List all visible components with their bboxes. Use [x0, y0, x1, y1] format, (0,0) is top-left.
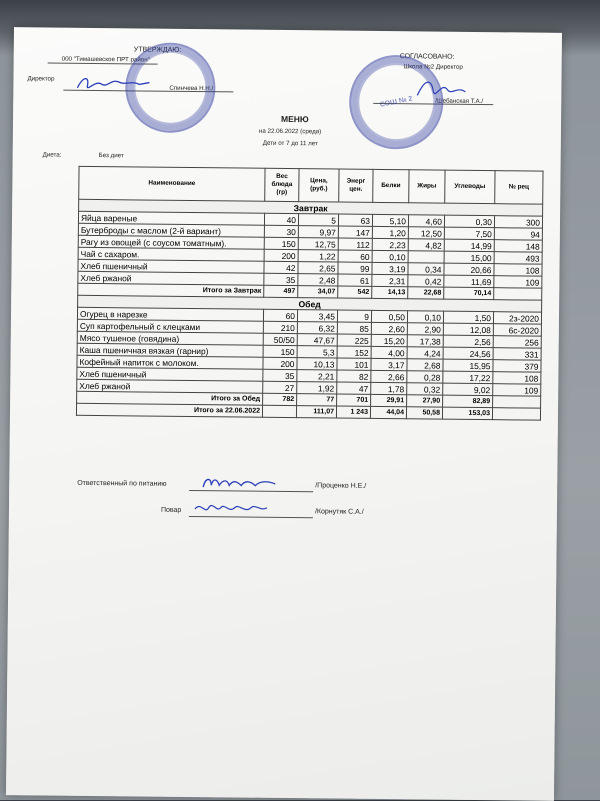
dish-name-cell: Рагу из овощей (с соусом томатным).	[78, 235, 264, 249]
total-cell: 29,91	[371, 394, 407, 406]
dish-name-cell: Яйца вареные	[78, 211, 264, 225]
value-cell: 225	[337, 334, 371, 346]
total-cell: Итого за Завтрак	[78, 283, 264, 297]
value-cell: 12,75	[298, 238, 338, 250]
value-cell: 5,3	[297, 346, 337, 358]
col-weight-header: Вес блюда (гр)	[265, 168, 299, 201]
value-cell: 2з-2020	[493, 312, 541, 325]
value-cell: 493	[494, 252, 542, 265]
col-energy-header: Энерг цен.	[339, 169, 373, 202]
value-cell: 0,50	[371, 310, 407, 322]
value-cell: 35	[263, 369, 297, 381]
value-cell: 2,48	[298, 274, 338, 286]
total-cell: 701	[337, 394, 371, 406]
director-name-right: /Шебанская Т.А./	[435, 97, 484, 106]
dish-name-cell: Хлеб пшеничный	[78, 259, 264, 273]
director-signature-right	[411, 75, 471, 104]
value-cell: 210	[263, 321, 297, 333]
director-name-left: Спинчева Н.Н./	[169, 84, 214, 93]
dish-name-cell: Хлеб пшеничный	[77, 367, 263, 381]
value-cell: 6с-2020	[493, 324, 541, 337]
value-cell: 256	[493, 336, 541, 349]
value-cell: 300	[494, 216, 542, 229]
value-cell: 5	[298, 214, 338, 226]
doc-title: МЕНЮ	[281, 113, 309, 125]
value-cell: 24,56	[443, 347, 493, 360]
school-line: Школа №2 Директор	[403, 63, 463, 71]
diet-value: Без диет	[98, 152, 124, 160]
value-cell: 6,32	[297, 322, 337, 334]
value-cell: 94	[494, 228, 542, 241]
grand-total-cell: 153,03	[442, 407, 492, 420]
value-cell: 200	[264, 249, 298, 261]
value-cell: 2,23	[372, 238, 408, 250]
responsible-signature	[199, 473, 289, 494]
value-cell: 108	[493, 372, 541, 385]
value-cell: 7,50	[444, 227, 494, 240]
grand-total-cell: 50,58	[406, 407, 442, 419]
value-cell: 0,32	[407, 383, 443, 395]
value-cell: 2,56	[443, 335, 493, 348]
value-cell: 60	[338, 250, 372, 262]
grand-total-cell: 44,04	[370, 406, 406, 418]
grand-total-cell	[262, 405, 296, 417]
value-cell: 50/50	[263, 333, 297, 345]
value-cell: 1,20	[372, 226, 408, 238]
value-cell: 0,10	[407, 311, 443, 323]
value-cell: 200	[263, 357, 297, 369]
value-cell: 0,10	[372, 250, 408, 262]
value-cell: 0,30	[444, 215, 494, 228]
total-cell: 82,89	[443, 395, 493, 408]
value-cell: 3,45	[297, 310, 337, 322]
total-cell: 27,90	[407, 395, 443, 407]
value-cell: 17,38	[407, 335, 443, 347]
value-cell: 10,13	[297, 358, 337, 370]
section-title: Завтрак	[79, 199, 543, 216]
value-cell: 108	[494, 264, 542, 277]
value-cell: 60	[263, 309, 297, 321]
value-cell: 4,60	[408, 215, 444, 227]
total-cell	[493, 396, 541, 409]
total-cell: Итого за Обед	[77, 391, 263, 405]
total-cell: 14,13	[372, 286, 408, 298]
value-cell: 15,95	[443, 359, 493, 372]
table-header-row	[79, 166, 543, 204]
value-cell: 20,66	[444, 263, 494, 276]
value-cell: 150	[264, 237, 298, 249]
responsible-label: Ответственный по питанию	[77, 479, 167, 488]
section-title: Обед	[78, 295, 542, 312]
value-cell: 99	[338, 262, 372, 274]
value-cell: 14,99	[444, 239, 494, 252]
value-cell: 2,60	[371, 322, 407, 334]
value-cell: 11,69	[444, 275, 494, 288]
value-cell: 12,08	[443, 323, 493, 336]
col-protein-header: Белки	[373, 169, 409, 202]
total-cell	[494, 288, 542, 301]
grand-total-cell: 111,07	[296, 406, 336, 418]
value-cell: 1,92	[297, 382, 337, 394]
cook-signature	[191, 499, 271, 520]
org-left: 000 "Тимашевское ПРТ район"	[61, 55, 150, 64]
value-cell: 85	[337, 322, 371, 334]
col-recipe-header: № рец	[495, 171, 543, 205]
value-cell: 40	[264, 213, 298, 225]
value-cell: 4,00	[371, 346, 407, 358]
value-cell: 148	[494, 240, 542, 253]
total-cell: 542	[338, 286, 372, 298]
dish-name-cell: Бутерброды с маслом (2-й вариант)	[78, 223, 264, 237]
total-cell: 34,07	[298, 286, 338, 298]
cook-name: /Корнутяк С.А./	[314, 508, 364, 516]
value-cell: 9,97	[298, 226, 338, 238]
value-cell: 3,19	[372, 262, 408, 274]
value-cell: 2,65	[298, 262, 338, 274]
value-cell: 63	[338, 214, 372, 226]
col-name-header: Наименование	[79, 166, 265, 201]
col-price-header: Цена, (руб.)	[299, 169, 339, 202]
value-cell: 17,22	[443, 371, 493, 384]
stamp-right-text: СОШ № 2	[379, 95, 414, 109]
value-cell: 0,42	[408, 275, 444, 287]
director-label-left: Директор	[27, 75, 55, 83]
value-cell: 27	[263, 381, 297, 393]
total-cell: 77	[297, 394, 337, 406]
value-cell: 2,68	[407, 359, 443, 371]
value-cell: 150	[263, 345, 297, 357]
value-cell: 4,82	[408, 239, 444, 251]
value-cell: 109	[494, 276, 542, 289]
col-carbs-header: Углеводы	[445, 170, 495, 204]
value-cell: 109	[493, 384, 541, 397]
value-cell: 2,66	[371, 370, 407, 382]
menu-document	[6, 27, 562, 801]
value-cell: 30	[264, 225, 298, 237]
value-cell: 5,10	[372, 214, 408, 226]
value-cell: 1,22	[298, 250, 338, 262]
doc-date: на 22.06.2022 (среда)	[258, 127, 322, 136]
value-cell: 379	[493, 360, 541, 373]
total-cell: 782	[263, 393, 297, 405]
dish-name-cell: Мясо тушеное (говядина)	[77, 331, 263, 345]
cook-label: Повар	[160, 506, 182, 514]
col-fat-header: Жиры	[409, 170, 445, 203]
total-cell: 22,68	[408, 287, 444, 299]
value-cell: 3,17	[371, 358, 407, 370]
agreed-label: СОГЛАСОВАНО:	[399, 53, 455, 61]
value-cell: 42	[264, 261, 298, 273]
doc-age: Дети от 7 до 11 лет	[262, 139, 318, 148]
value-cell: 0,28	[407, 371, 443, 383]
value-cell: 0,34	[408, 263, 444, 275]
value-cell: 35	[264, 273, 298, 285]
value-cell: 1,78	[371, 382, 407, 394]
value-cell: 2,21	[297, 370, 337, 382]
approved-label: УТВЕРЖДАЮ:	[133, 46, 182, 54]
diet-label: Диета:	[42, 151, 62, 159]
grand-total-cell: Итого за 22.06.2022	[76, 403, 262, 417]
value-cell: 47,67	[297, 334, 337, 346]
value-cell: 112	[338, 238, 372, 250]
value-cell: 101	[337, 358, 371, 370]
value-cell: 47	[337, 382, 371, 394]
dish-name-cell: Каша пшеничная вязкая (гарнир)	[77, 343, 263, 357]
dish-name-cell: Хлеб ржаной	[78, 271, 264, 285]
grand-total-cell: 1 243	[336, 406, 370, 418]
dish-name-cell: Суп картофельный с клецками	[77, 319, 263, 333]
value-cell: 152	[337, 346, 371, 358]
total-cell: 497	[264, 285, 298, 297]
value-cell: 1,50	[443, 311, 493, 324]
director-signature-left	[73, 72, 153, 97]
value-cell: 2,90	[407, 323, 443, 335]
responsible-name: /Проценко Н.Е./	[315, 482, 367, 490]
value-cell: 9,02	[443, 383, 493, 396]
value-cell: 61	[338, 274, 372, 286]
value-cell: 4,24	[407, 347, 443, 359]
dish-name-cell: Кофейный напиток с молоком.	[77, 355, 263, 369]
dish-name-cell: Чай с сахаром.	[78, 247, 264, 261]
value-cell: 15,20	[371, 334, 407, 346]
dish-name-cell: Хлеб ржаной	[77, 379, 263, 393]
value-cell: 147	[338, 226, 372, 238]
total-cell: 70,14	[444, 287, 494, 300]
value-cell: 2,31	[372, 274, 408, 286]
value-cell	[408, 251, 444, 263]
value-cell: 15,00	[444, 251, 494, 264]
value-cell: 9	[337, 310, 371, 322]
grand-total-cell	[492, 408, 540, 421]
menu-table	[76, 166, 544, 421]
value-cell: 331	[493, 348, 541, 361]
value-cell: 82	[337, 370, 371, 382]
value-cell: 12,50	[408, 227, 444, 239]
dish-name-cell: Огурец в нарезке	[77, 307, 263, 321]
